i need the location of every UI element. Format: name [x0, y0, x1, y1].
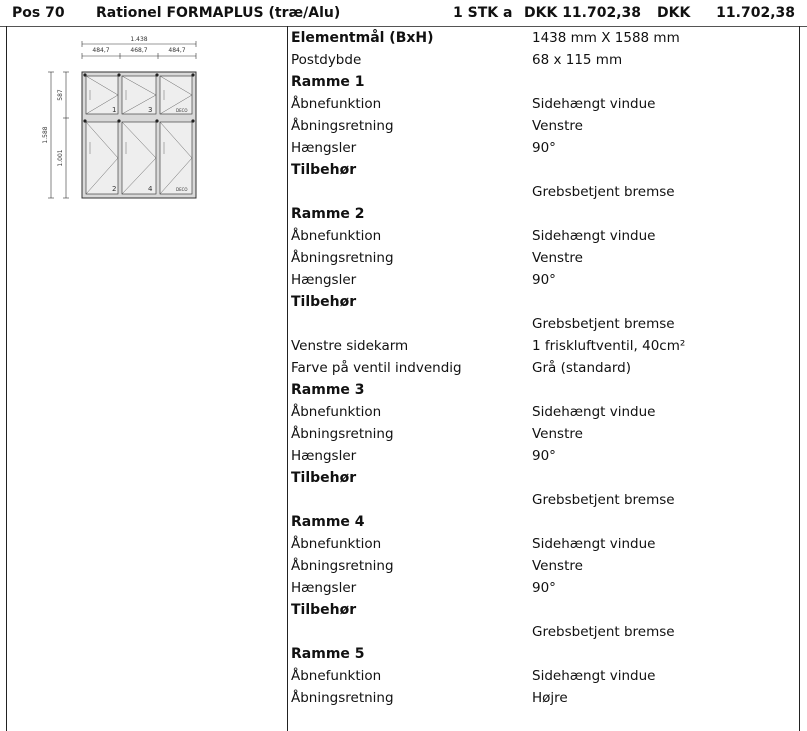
spec-value: Sidehængt vindue — [532, 404, 656, 420]
spec-label: Ramme 2 — [291, 206, 365, 222]
spec-section-row — [290, 511, 795, 533]
spec-section-row — [290, 379, 795, 401]
spec-value: Grebsbetjent bremse — [532, 492, 675, 508]
spec-label: Åbnefunktion — [291, 228, 382, 244]
table-border-left — [6, 26, 7, 731]
spec-section-row — [290, 643, 795, 665]
spec-value: 90° — [532, 448, 556, 464]
spec-label: Ramme 5 — [291, 646, 365, 662]
spec-label: Tilbehør — [291, 294, 357, 310]
specification-list — [290, 27, 795, 709]
pane-number-4: 4 — [148, 185, 153, 193]
spec-section-row — [290, 467, 795, 489]
table-divider — [287, 26, 288, 731]
window-drawing — [40, 30, 210, 205]
spec-row — [290, 401, 795, 423]
spec-label: Tilbehør — [291, 162, 357, 178]
spec-section-row — [290, 203, 795, 225]
pane-number-3: 3 — [148, 106, 153, 114]
spec-label: Åbningsretning — [291, 426, 394, 442]
spec-value: Grebsbetjent bremse — [532, 316, 675, 332]
spec-label: Farve på ventil indvendig — [291, 360, 462, 376]
spec-row — [290, 115, 795, 137]
spec-value: 1 friskluftventil, 40cm² — [532, 338, 686, 354]
spec-label: Åbningsretning — [291, 118, 394, 134]
spec-section-row — [290, 291, 795, 313]
dim-pane-width-2: 468,7 — [130, 47, 148, 54]
vent-mark-top: DECO — [176, 108, 188, 113]
spec-value: 90° — [532, 140, 556, 156]
spec-label: Hængsler — [291, 272, 357, 288]
spec-label: Åbnefunktion — [291, 96, 382, 112]
spec-row — [290, 225, 795, 247]
spec-value: Sidehængt vindue — [532, 536, 656, 552]
total-price: 11.702,38 — [716, 5, 795, 21]
spec-row — [290, 621, 795, 643]
table-border-right — [799, 26, 800, 731]
spec-value: Højre — [532, 690, 568, 706]
spec-value: Grebsbetjent bremse — [532, 624, 675, 640]
spec-value: 1438 mm X 1588 mm — [532, 30, 680, 46]
spec-row — [290, 665, 795, 687]
spec-value: 90° — [532, 272, 556, 288]
spec-row — [290, 577, 795, 599]
spec-value: Venstre — [532, 118, 583, 134]
spec-label: Åbningsretning — [291, 558, 394, 574]
dim-top-height: 587 — [57, 89, 64, 101]
dim-bottom-height: 1.001 — [57, 149, 64, 167]
spec-value: Sidehængt vindue — [532, 228, 656, 244]
pane-number-1: 1 — [112, 106, 117, 114]
spec-row — [290, 335, 795, 357]
spec-row — [290, 247, 795, 269]
spec-row — [290, 687, 795, 709]
position-header — [0, 0, 807, 27]
spec-label: Tilbehør — [291, 470, 357, 486]
spec-row — [290, 181, 795, 203]
spec-value: 90° — [532, 580, 556, 596]
spec-label: Ramme 3 — [291, 382, 365, 398]
spec-section-row — [290, 599, 795, 621]
spec-row — [290, 313, 795, 335]
spec-section-row — [290, 27, 795, 49]
spec-label: Ramme 4 — [291, 514, 365, 530]
dim-overall-height: 1.588 — [42, 126, 49, 144]
position-number: Pos 70 — [12, 5, 65, 21]
product-title: Rationel FORMAPLUS (træ/Alu) — [96, 5, 341, 21]
spec-row — [290, 489, 795, 511]
spec-label: Tilbehør — [291, 602, 357, 618]
spec-section-row — [290, 159, 795, 181]
spec-row — [290, 533, 795, 555]
spec-value: Venstre — [532, 426, 583, 442]
unit-price: DKK 11.702,38 — [524, 5, 642, 21]
dim-pane-width-3: 484,7 — [168, 47, 186, 54]
spec-value: Venstre — [532, 250, 583, 266]
vent-mark-bottom: DECO — [176, 187, 188, 192]
spec-value: Grebsbetjent bremse — [532, 184, 675, 200]
total-currency: DKK — [657, 5, 691, 21]
spec-label: Hængsler — [291, 580, 357, 596]
spec-value: Venstre — [532, 558, 583, 574]
spec-row — [290, 445, 795, 467]
spec-label: Åbnefunktion — [291, 668, 382, 684]
spec-label: Venstre sidekarm — [291, 338, 409, 354]
quantity: 1 STK a — [453, 5, 513, 21]
spec-row — [290, 93, 795, 115]
spec-label: Åbningsretning — [291, 250, 394, 266]
spec-label: Åbningsretning — [291, 690, 394, 706]
spec-row — [290, 269, 795, 291]
dim-pane-width-1: 484,7 — [92, 47, 110, 54]
spec-row — [290, 357, 795, 379]
dim-overall-width: 1.438 — [130, 36, 148, 43]
spec-row — [290, 49, 795, 71]
spec-label: Hængsler — [291, 448, 357, 464]
spec-row — [290, 555, 795, 577]
spec-value: 68 x 115 mm — [532, 52, 623, 68]
spec-value: Sidehængt vindue — [532, 96, 656, 112]
spec-value: Grå (standard) — [532, 360, 631, 376]
spec-section-row — [290, 71, 795, 93]
spec-row — [290, 137, 795, 159]
spec-label: Ramme 1 — [291, 74, 365, 90]
spec-label: Åbnefunktion — [291, 536, 382, 552]
spec-label: Åbnefunktion — [291, 404, 382, 420]
spec-value: Sidehængt vindue — [532, 668, 656, 684]
spec-row — [290, 423, 795, 445]
spec-label: Hængsler — [291, 140, 357, 156]
pane-number-2: 2 — [112, 185, 117, 193]
spec-label: Postdybde — [291, 52, 362, 68]
spec-label: Elementmål (BxH) — [291, 30, 434, 46]
